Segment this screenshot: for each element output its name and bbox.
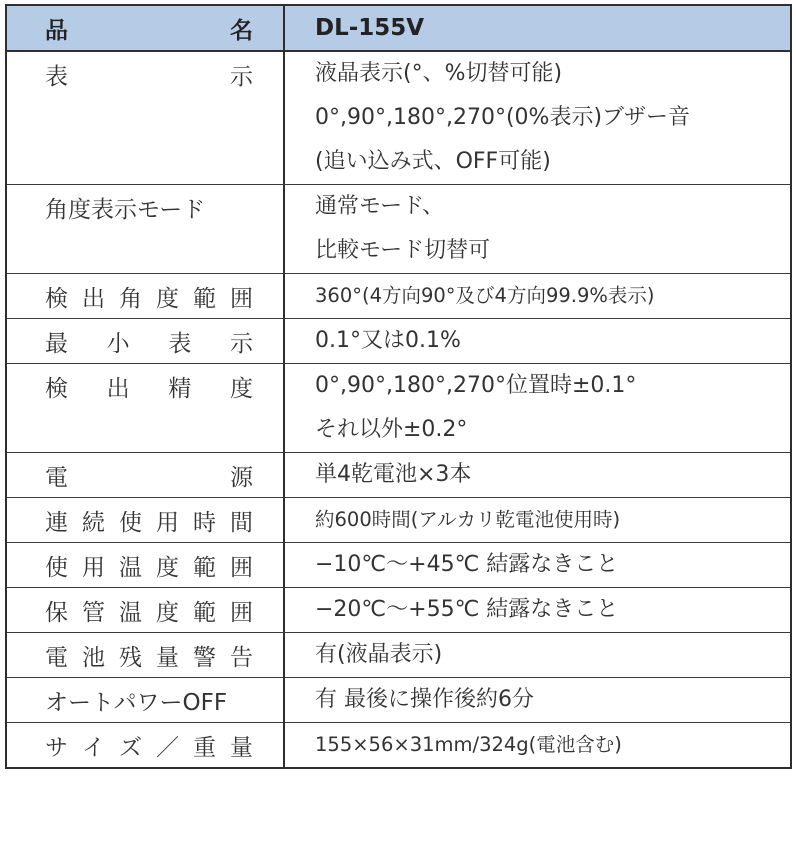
spec-value-cell	[285, 723, 790, 767]
spec-label	[45, 453, 253, 497]
spec-label	[45, 543, 253, 587]
table-row	[7, 319, 790, 364]
spec-table	[5, 4, 792, 769]
spec-label-char: 量	[156, 644, 179, 671]
table-row	[7, 588, 790, 633]
spec-label-char: 囲	[230, 285, 253, 312]
spec-label-char: 出	[82, 285, 105, 312]
spec-label-char: 囲	[230, 599, 253, 626]
spec-label	[45, 185, 253, 229]
spec-value-cell	[285, 588, 790, 632]
spec-value-cell	[285, 364, 790, 452]
spec-label-char: サ	[45, 734, 68, 761]
product-name: DL-155V	[315, 15, 425, 41]
spec-value-cell	[285, 453, 790, 497]
table-row	[7, 52, 790, 185]
spec-value-line: (追い込み式、OFF可能)	[315, 149, 551, 174]
spec-value-cell	[285, 185, 790, 273]
spec-label-cell	[7, 723, 285, 767]
spec-label-char: 電	[45, 644, 68, 671]
spec-label-char: 示	[229, 330, 253, 357]
spec-label	[45, 364, 253, 408]
table-row	[7, 678, 790, 723]
spec-label-char: 告	[230, 644, 253, 671]
spec-label-cell	[7, 52, 285, 184]
table-header-row	[7, 6, 790, 52]
spec-label-char: 角	[119, 285, 142, 312]
spec-label-char: 小	[106, 330, 130, 357]
spec-label-char: 保	[45, 599, 68, 626]
spec-label	[45, 723, 253, 767]
spec-label-char: 度	[156, 554, 179, 581]
spec-label-char: 表	[45, 63, 68, 90]
spec-value-line: 約600時間(アルカリ乾電池使用時)	[315, 508, 621, 531]
spec-label-char: 温	[119, 554, 142, 581]
spec-label-char: ／	[156, 734, 179, 761]
spec-label-char: 管	[82, 599, 105, 626]
spec-value-line: それ以外±0.2°	[315, 417, 468, 442]
spec-label-char: 残	[119, 644, 142, 671]
spec-label-cell	[7, 274, 285, 318]
table-row	[7, 498, 790, 543]
spec-label-cell	[7, 185, 285, 273]
spec-value-line: 有(液晶表示)	[315, 642, 443, 667]
table-row	[7, 364, 790, 453]
spec-label-char: 温	[119, 599, 142, 626]
spec-label-char: 示	[230, 63, 253, 90]
spec-label-cell	[7, 588, 285, 632]
spec-label-char: 表	[168, 330, 192, 357]
spec-label-char: 範	[193, 599, 216, 626]
spec-value-line: −20℃〜+55℃ 結露なきこと	[315, 597, 619, 622]
table-row	[7, 723, 790, 767]
spec-label-char: 池	[82, 644, 105, 671]
spec-label-char: 範	[193, 554, 216, 581]
spec-value-cell	[285, 498, 790, 542]
spec-value-cell	[285, 678, 790, 722]
spec-label-char: 時	[193, 509, 216, 536]
spec-label	[45, 52, 253, 96]
spec-label-char: 用	[156, 509, 179, 536]
spec-label-char: 検	[45, 375, 68, 402]
spec-value-line: 360°(4方向90°及び4方向99.9%表示)	[315, 284, 655, 307]
spec-value-line: 比較モード切替可	[315, 238, 491, 263]
spec-label-char: 警	[193, 644, 216, 671]
spec-label-char: 精	[168, 375, 192, 402]
spec-label-cell	[7, 319, 285, 363]
spec-value-line: 通常モード、	[315, 194, 445, 219]
spec-label-char: 度	[156, 285, 179, 312]
spec-label-char: 用	[82, 554, 105, 581]
spec-label-char: 出	[106, 375, 130, 402]
spec-value-line: 単4乾電池×3本	[315, 462, 472, 487]
spec-label-char: 続	[82, 509, 105, 536]
spec-label-cell	[7, 364, 285, 452]
spec-label-char: オートパワーOFF	[45, 689, 228, 716]
spec-label-char: 源	[230, 464, 253, 491]
header-label-cell	[7, 6, 285, 50]
spec-label-char: 度	[156, 599, 179, 626]
spec-label-char: イ	[82, 734, 105, 761]
spec-value-line: 155×56×31mm/324g(電池含む)	[315, 733, 622, 756]
spec-label-cell	[7, 633, 285, 677]
spec-label-cell	[7, 453, 285, 497]
header-value-cell	[285, 6, 790, 50]
spec-label-char: 使	[119, 509, 142, 536]
spec-value-cell	[285, 633, 790, 677]
spec-label-char: 使	[45, 554, 68, 581]
spec-label-char: 間	[230, 509, 253, 536]
spec-value-line: 0.1°又は0.1%	[315, 328, 461, 353]
spec-label-char: 最	[45, 330, 68, 357]
spec-label-char: 連	[45, 509, 68, 536]
header-label-char: 名	[230, 17, 253, 44]
header-label-char: 品	[45, 17, 68, 44]
spec-label	[45, 498, 253, 542]
header-label	[45, 6, 253, 50]
table-row	[7, 453, 790, 498]
table-body	[7, 52, 790, 767]
spec-value-cell	[285, 52, 790, 184]
spec-label-char: 度	[229, 375, 253, 402]
spec-label-cell	[7, 543, 285, 587]
spec-label	[45, 678, 253, 722]
spec-value-line: 0°,90°,180°,270°位置時±0.1°	[315, 373, 637, 398]
spec-value-cell	[285, 543, 790, 587]
table-row	[7, 633, 790, 678]
table-row	[7, 185, 790, 274]
table-row	[7, 274, 790, 319]
spec-label-char: 角度表示モード	[45, 196, 206, 223]
spec-label	[45, 274, 253, 318]
spec-label-char: 量	[230, 734, 253, 761]
spec-value-line: 0°,90°,180°,270°(0%表示)ブザー音	[315, 105, 691, 130]
spec-label-char: 検	[45, 285, 68, 312]
spec-label-cell	[7, 678, 285, 722]
table-row	[7, 543, 790, 588]
spec-value-line: 液晶表示(°、%切替可能)	[315, 61, 563, 86]
spec-label-char: 範	[193, 285, 216, 312]
spec-label	[45, 633, 253, 677]
spec-value-cell	[285, 274, 790, 318]
spec-label-cell	[7, 498, 285, 542]
spec-label-char: ズ	[119, 734, 142, 761]
spec-label-char: 囲	[230, 554, 253, 581]
spec-label	[45, 319, 253, 363]
spec-value-line: 有 最後に操作後約6分	[315, 687, 534, 712]
spec-label-char: 重	[193, 734, 216, 761]
spec-value-line: −10℃〜+45℃ 結露なきこと	[315, 552, 619, 577]
spec-label-char: 電	[45, 464, 68, 491]
spec-label	[45, 588, 253, 632]
spec-value-cell	[285, 319, 790, 363]
